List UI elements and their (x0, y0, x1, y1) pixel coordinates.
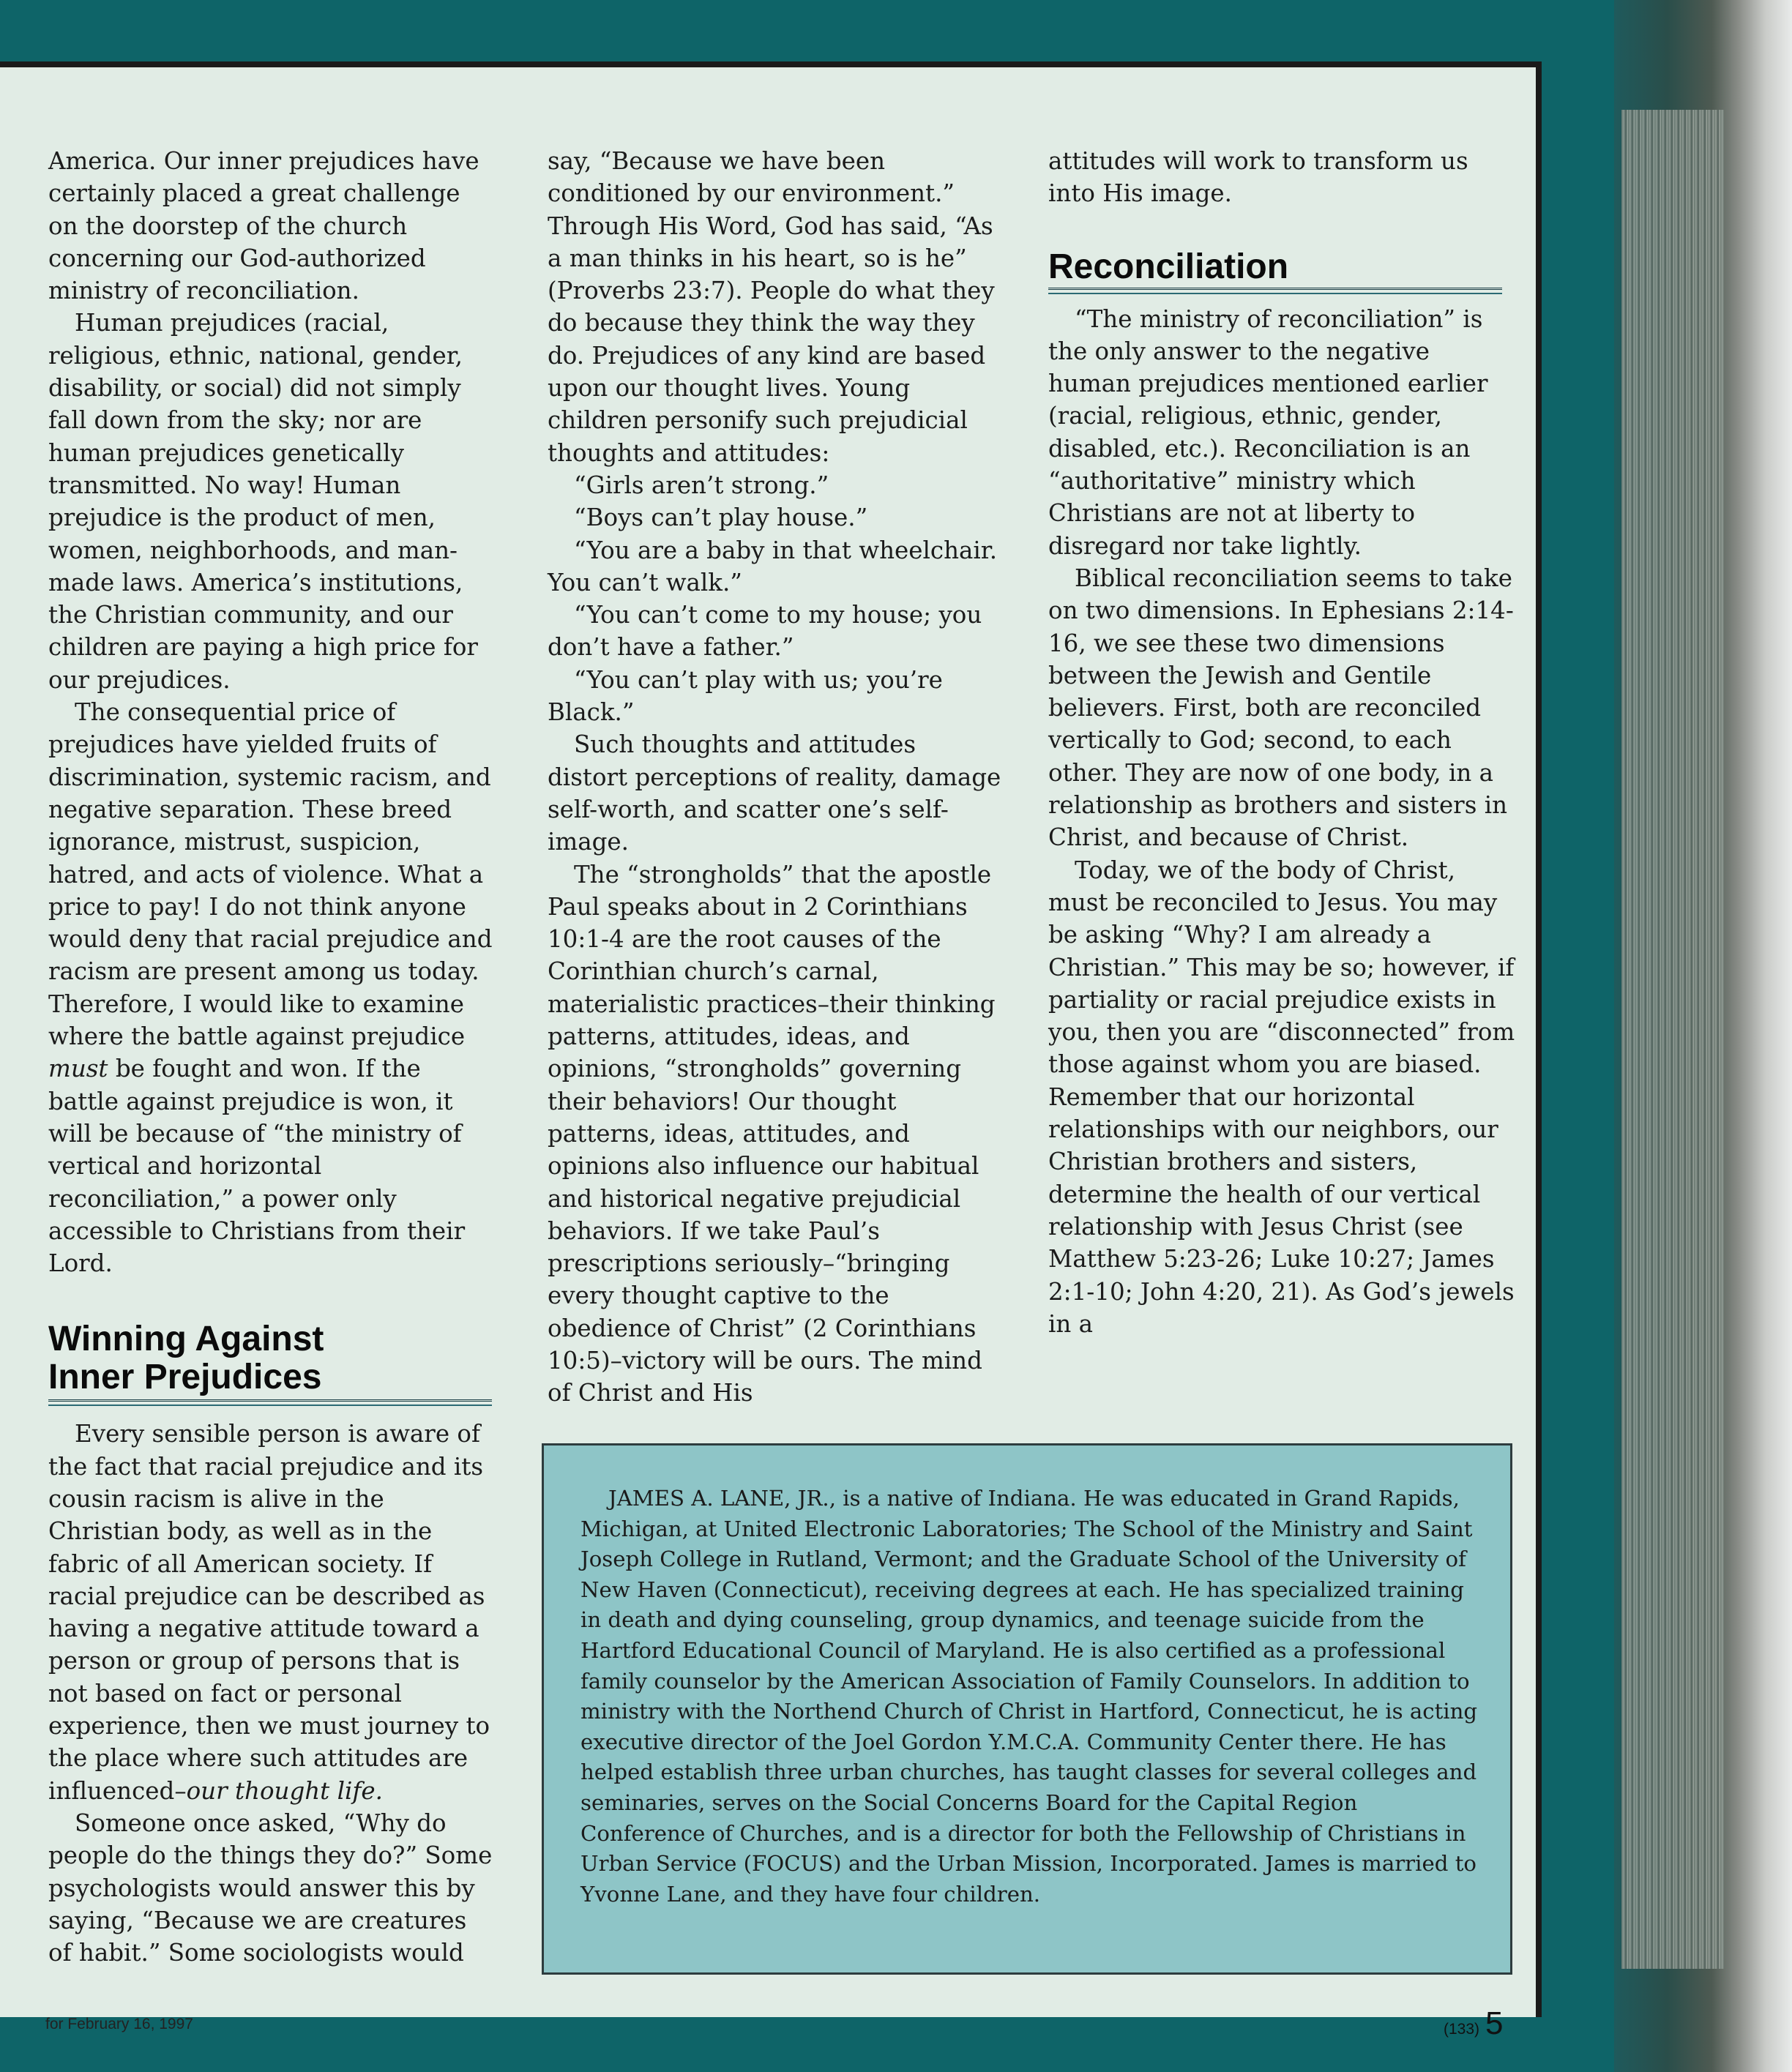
paragraph: say, “Because we have been conditioned by our environment.” Through His Word, God has said, “As a man thinks in his heart, so is he” (Proverbs 23:7). People do what they do because they think the way they do. Prejudices of any kind are based upon our thought lives. Young children personify such prejudicial thoughts and attitudes: (548, 147, 995, 467)
quote-line: “Girls aren’t strong.” (574, 471, 829, 499)
emphasis: our thought life. (186, 1776, 383, 1805)
paragraph: attitudes will work to transform us into His image. (1048, 147, 1468, 208)
paragraph: America. Our inner prejudices have certainly placed a great challenge on the doorstep of the church concerning our God-authorized ministry of reconciliation. (48, 147, 479, 305)
text-run: The consequential price of prejudices have yielded fruits of discrimination, systemic racism, and negative separation. These breed ignorance, mistrust, suspicion, hatred, and acts of violence. What a price to pay! I do not think anyone would deny that racial prejudice and racism are present among us today. Therefore, I would like to examine where the battle against prejudice (48, 698, 493, 1051)
article-column-2 (548, 145, 1001, 1410)
page-number: 5 (1485, 2005, 1504, 2041)
text-run: be fought and won. If the battle against prejudice is won, it will be because of “the ministry of vertical and horizontal reconciliation,” a power only accessible to Christians from their Lord. (48, 1055, 466, 1278)
emphasis: must (48, 1055, 108, 1083)
heading-line: Inner Prejudices (48, 1358, 322, 1397)
paragraph: The “strongholds” that the apostle Paul speaks about in 2 Corinthians 10:1-4 are the root causes of the Corinthian church’s carnal, materialistic practices–their thinking patterns, attitudes, ideas, and opinions, “strongholds” governing their behaviors! Our thought patterns, ideas, attitudes, and opinions also influence our habitual and historical negative prejudicial behaviors. If we take Paul’s prescriptions seriously–“bringing every thought captive to the obedience of Christ” (2 Corinthians 10:5)–victory will be ours. The mind of Christ and His (548, 860, 996, 1407)
quote-line: “You can’t come to my house; you don’t have a father.” (548, 601, 982, 662)
page-number-footer (1444, 2005, 1504, 2042)
paragraph: Biblical reconciliation seems to take on two dimensions. In Ephesians 2:14-16, we see these two dimensions between the Jewish and Gentile believers. First, both are reconciled vertically to God; second, to each other. They are now of one body, in a relationship as brothers and sisters in Christ, and because of Christ. (1048, 564, 1514, 852)
quote-line: “Boys can’t play house.” (574, 504, 868, 532)
magazine-page (0, 61, 1542, 2041)
article-column-3 (1048, 145, 1517, 1340)
author-bio-text: JAMES A. LANE, JR., is a native of Indiana. He was educated in Grand Rapids, Michigan, at United Electronic Laboratories; The School of the Ministry and Saint Joseph College in Rutland, Vermont; and the Graduate School of the University of New Haven (Connecticut), receiving degrees at each. He has specialized training in death and dying counseling, group dynamics, and teenage suicide from the Hartford Educational Council of Maryland. He is also certified as a professional family counselor by the American Association of Family Counselors. In addition to ministry with the Northend Church of Christ in Hartford, Connecticut, he is acting executive director of the Joel Gordon Y.M.C.A. Community Center there. He has helped establish three urban churches, has taught classes for several colleges and seminaries, serves on the Social Concerns Board for the Capital Region Conference of Churches, and is a director for both the Fellowship of Christians in Urban Service (FOCUS) and the Urban Mission, Incorporated. James is married to Yvonne Lane, and they have four children. (580, 1486, 1478, 1907)
paragraph: Someone once asked, “Why do people do the things they do?” Some psychologists would answer this by saying, “Because we are creatures of habit.” Some sociologists would (48, 1809, 493, 1967)
page-code: (133) (1444, 2021, 1480, 2038)
quote-line: “You are a baby in that wheelchair. You can’t walk.” (548, 536, 998, 596)
section-heading-winning (48, 1320, 492, 1402)
article-column-1 (48, 145, 496, 1969)
paragraph (48, 696, 496, 1279)
heading-line: Winning Against (48, 1320, 324, 1359)
paragraph: Human prejudices (racial, religious, ethnic, national, gender, disability, or social) did not simply fall down from the sky; nor are human prejudices genetically transmitted. No way! Human prejudice is the product of men, women, neighborhoods, and man-made laws. America’s institutions, the Christian community, and our children are paying a high price for our prejudices. (48, 309, 478, 694)
text-run: Every sensible person is aware of the fact that racial prejudice and its cousin racism is alive in the Christian body, as well as in the fabric of all American society. If racial prejudice can be described as having a negative attitude toward a person or group of persons that is not based on fact or personal experience, then we must journey to the place where such attitudes are influenced– (48, 1420, 490, 1805)
paragraph (48, 1418, 496, 1807)
paragraph: Such thoughts and attitudes distort perceptions of reality, damage self-worth, and scatter one’s self-image. (548, 730, 1001, 856)
author-bio-box (542, 1443, 1512, 1975)
quote-line: “You can’t play with us; you’re Black.” (548, 665, 943, 727)
paragraph: “The ministry of reconciliation” is the only answer to the negative human prejudices mentioned earlier (racial, religious, ethnic, gender, disabled, etc.). Reconciliation is an “authoritative” ministry which Christians are not at liberty to disregard nor take lightly. (1048, 304, 1488, 560)
section-heading-reconciliation: Reconciliation (1048, 248, 1502, 290)
issue-date-footer: for February 16, 1997 (45, 2016, 193, 2032)
page-stack-edge (1621, 110, 1724, 1969)
paragraph: Today, we of the body of Christ, must be reconciled to Jesus. You may be asking “Why? I am already a Christian.” This may be so; however, if partiality or racial prejudice exists in you, then you are “disconnected” from those against whom you are biased. Remember that our horizontal relationships with our neighbors, our Christian brothers and sisters, determine the health of our vertical relationship with Jesus Christ (see Matthew 5:23-26; Luke 10:27; James 2:1-10; John 4:20, 21). As God’s jewels in a (1048, 856, 1515, 1338)
